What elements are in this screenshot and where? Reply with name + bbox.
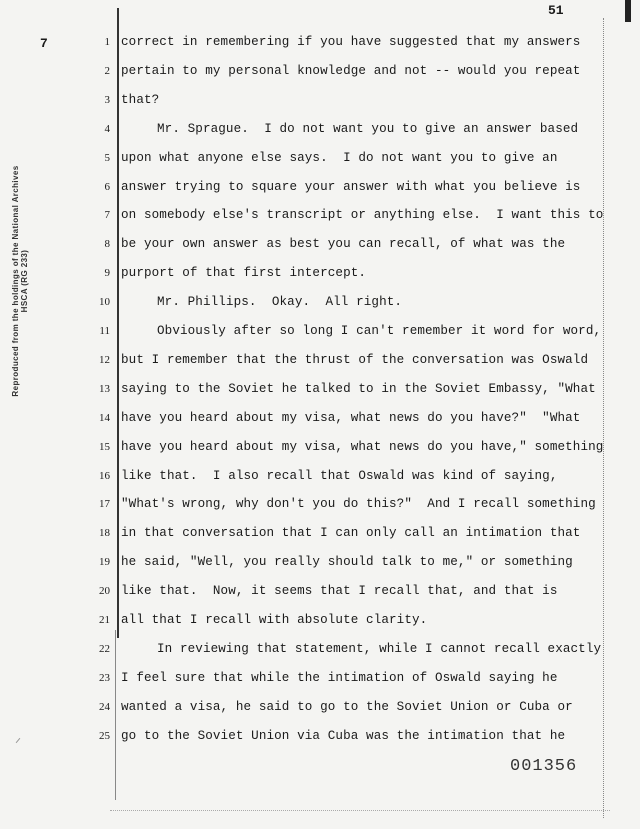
line-number: 2 (104, 65, 110, 77)
line-number: 9 (104, 267, 110, 279)
transcript-line: Mr. Sprague. I do not want you to give an answer based (157, 122, 579, 136)
transcript-line: pertain to my personal knowledge and not -- would you repeat (121, 64, 581, 78)
line-number: 24 (99, 701, 110, 713)
transcript-line: he said, "Well, you really should talk to me," or something (121, 555, 573, 569)
line-number: 25 (99, 730, 110, 742)
transcript-line: purport of that first intercept. (121, 266, 367, 280)
transcript-line: like that. Now, it seems that I recall that, and that is (121, 584, 558, 598)
transcript-line: on somebody else's transcript or anything else. I want this to (121, 208, 604, 222)
transcript-line: all that I recall with absolute clarity. (121, 613, 428, 627)
transcript-line: Obviously after so long I can't remember it word for word, (157, 324, 602, 338)
archive-stamp: Reproduced from the holdings of the National Archives HSCA (RG 233) (11, 165, 29, 397)
transcript-line: I feel sure that while the intimation of Oswald saying he (121, 671, 558, 685)
line-number: 18 (99, 527, 110, 539)
line-number: 7 (104, 209, 110, 221)
line-number: 15 (99, 441, 110, 453)
transcript-line: saying to the Soviet he talked to in the Soviet Embassy, "What (121, 382, 596, 396)
line-number: 16 (99, 470, 110, 482)
transcript-line: that? (121, 93, 160, 107)
left-margin-rule-lower (115, 630, 116, 800)
transcript-line: "What's wrong, why don't you do this?" And I recall something (121, 497, 596, 511)
transcript-line: like that. I also recall that Oswald was kind of saying, (121, 469, 558, 483)
transcript-line: Mr. Phillips. Okay. All right. (157, 295, 403, 309)
transcript-line: have you heard about my visa, what news do you have," something (121, 440, 604, 454)
line-number: 6 (104, 181, 110, 193)
line-number: 11 (99, 325, 110, 337)
bottom-rule (110, 810, 610, 812)
document-id: 001356 (510, 757, 578, 776)
line-number: 21 (99, 614, 110, 626)
line-number: 8 (104, 238, 110, 250)
right-margin-rule (603, 18, 605, 818)
line-number: 19 (99, 556, 110, 568)
transcript-line: in that conversation that I can only call an intimation that (121, 526, 581, 540)
transcript-line: go to the Soviet Union via Cuba was the intimation that he (121, 729, 566, 743)
line-number: 13 (99, 383, 110, 395)
scan-mark (625, 0, 631, 22)
transcript-line: but I remember that the thrust of the conversation was Oswald (121, 353, 589, 367)
transcript-line: wanted a visa, he said to go to the Soviet Union or Cuba or (121, 700, 573, 714)
scan-artifact (16, 738, 21, 743)
line-number: 12 (99, 354, 110, 366)
line-number: 20 (99, 585, 110, 597)
transcript-line: upon what anyone else says. I do not want you to give an (121, 151, 558, 165)
left-margin-rule (117, 8, 119, 638)
line-number: 14 (99, 412, 110, 424)
line-number: 10 (99, 296, 110, 308)
left-page-mark: 7 (40, 36, 48, 51)
page-number: 51 (548, 3, 564, 18)
transcript-line: have you heard about my visa, what news do you have?" "What (121, 411, 581, 425)
transcript-line: correct in remembering if you have suggested that my answers (121, 35, 581, 49)
line-number: 5 (104, 152, 110, 164)
line-number: 22 (99, 643, 110, 655)
line-number: 4 (104, 123, 110, 135)
line-number: 17 (99, 498, 110, 510)
transcript-line: answer trying to square your answer with what you believe is (121, 180, 581, 194)
line-number: 23 (99, 672, 110, 684)
transcript-line: In reviewing that statement, while I cannot recall exactly (157, 642, 602, 656)
line-number: 1 (104, 36, 110, 48)
line-number: 3 (104, 94, 110, 106)
transcript-line: be your own answer as best you can recall, of what was the (121, 237, 566, 251)
